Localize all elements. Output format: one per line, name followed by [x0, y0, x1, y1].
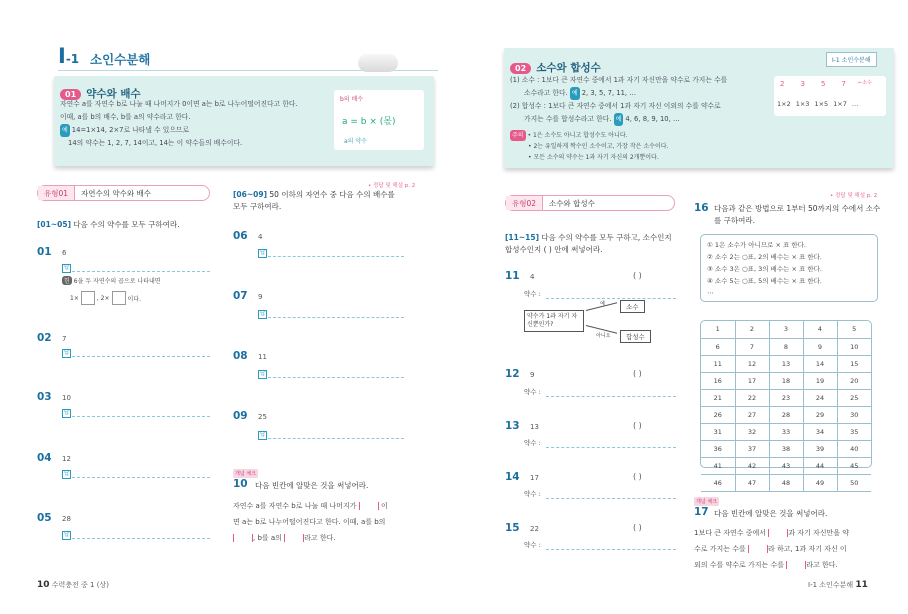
answer-mark: 답 — [64, 532, 70, 538]
concept-number: 02 — [510, 63, 531, 74]
chapter-number: Ⅰ-1 — [58, 44, 80, 68]
grid-cell[interactable]: 3 — [769, 321, 803, 338]
concept-box-primes — [504, 48, 894, 168]
answer-line[interactable] — [546, 289, 676, 299]
problem-value: 9 — [530, 371, 535, 379]
instruction-06-09: [06~09] 50 이하의 자연수 중 다음 수의 배수를 모두 구하여라. — [233, 190, 395, 211]
fill-blank[interactable] — [233, 534, 253, 542]
grid-row — [701, 457, 871, 474]
grid-cell[interactable]: 2 — [735, 321, 769, 338]
problem-number: 17 — [694, 506, 709, 518]
problem-value: 22 — [530, 525, 539, 533]
grid-cell[interactable]: 46 — [701, 474, 735, 491]
concept-line: 소수라고 한다. — [524, 89, 568, 97]
grid-row — [701, 474, 871, 491]
grid-cell[interactable]: 36 — [701, 440, 735, 457]
type-label: 소수와 합성수 — [549, 198, 595, 208]
chapter-decoration — [358, 54, 398, 72]
concept-line: (1) 소수 : 1보다 큰 자연수 중에서 1과 자기 자신만을 약수로 가지는 수를 — [510, 76, 728, 84]
problem-number: 02 — [37, 332, 52, 344]
problem-number: 04 — [37, 452, 52, 464]
grid-cell[interactable]: 44 — [803, 457, 837, 474]
grid-cell[interactable]: 30 — [837, 406, 871, 423]
concept-check-badge: 개념 체크 — [696, 499, 717, 505]
answer-paren[interactable]: ( ) — [633, 369, 642, 378]
problem-number: 07 — [233, 290, 248, 302]
problem-number: 16 — [694, 202, 709, 214]
problem-number: 11 — [505, 270, 520, 282]
problem-number: 03 — [37, 391, 52, 403]
answer-line[interactable] — [72, 407, 210, 417]
grid-cell[interactable]: 39 — [803, 440, 837, 457]
grid-row — [701, 423, 871, 440]
grid-cell[interactable]: 19 — [803, 372, 837, 389]
problem-value: 11 — [258, 353, 267, 361]
fill-in-text: 자연수 a를 자연수 b로 나눌 때 나머지가 이 면 a는 b로 나누어떨어진다고 한다. 이때, a를 b의 , b를 a의 라고 한다. — [233, 502, 388, 542]
sieve-instructions: ① 1은 소수가 아니므로 × 표 한다. ② 소수 2는 ○표, 2의 배수는 × 표 한다. ③ 소수 3은 ○표, 3의 배수는 × 표 한다. ④ 소수 5는 ○표, 5의 배수는 × 표 한다. ⋯ — [700, 234, 878, 302]
answer-reference: • 정답 및 해설 p. 2 — [368, 183, 416, 189]
divisor-label: 약수 : — [524, 388, 541, 396]
grid-cell[interactable]: 18 — [769, 372, 803, 389]
problem-value: 28 — [62, 515, 71, 523]
number-grid — [700, 320, 872, 487]
flow-prime: 소수 — [620, 300, 645, 313]
grid-cell[interactable]: 49 — [803, 474, 837, 491]
diagram-formula: a = b × (몫) — [342, 117, 396, 127]
problem-text: 다음과 같은 방법으로 1부터 50까지의 수에서 소수를 구하여라. — [714, 204, 881, 225]
grid-row — [701, 440, 871, 457]
grid-cell[interactable]: 23 — [769, 389, 803, 406]
answer-line[interactable] — [268, 308, 404, 318]
answer-reference: • 정답 및 해설 p. 2 — [830, 193, 878, 199]
example-tag: 예 — [570, 87, 580, 100]
answer-line[interactable] — [546, 540, 676, 550]
grid-cell[interactable]: 1 — [701, 321, 735, 338]
chapter-title: 소인수분해 — [90, 52, 151, 67]
grid-cell[interactable]: 22 — [735, 389, 769, 406]
problem-value: 12 — [62, 455, 71, 463]
hint-tag: 힌 — [64, 278, 70, 285]
page-footer-right: Ⅰ-1 소인수분해 11 — [808, 580, 868, 590]
problem-number: 12 — [505, 368, 520, 380]
grid-row — [701, 372, 871, 389]
type-header-01 — [37, 185, 210, 201]
fill-blank[interactable] — [768, 529, 788, 537]
problem-value: 7 — [62, 335, 67, 343]
note-tag: 주의 — [512, 132, 524, 139]
answer-paren[interactable]: ( ) — [633, 271, 642, 280]
type-label: 자연수의 약수와 배수 — [81, 188, 152, 198]
grid-cell[interactable]: 29 — [803, 406, 837, 423]
answer-mark: 답 — [64, 350, 70, 356]
grid-cell[interactable]: 10 — [837, 338, 871, 355]
grid-cell[interactable]: 40 — [837, 440, 871, 457]
type-tag: 유형01 — [38, 186, 75, 200]
problem-number: 01 — [37, 246, 52, 258]
concept-title: 소수와 합성수 — [536, 62, 601, 74]
answer-line[interactable] — [72, 347, 210, 357]
grid-cell[interactable]: 7 — [735, 338, 769, 355]
grid-cell[interactable]: 32 — [735, 423, 769, 440]
grid-cell[interactable]: 37 — [735, 440, 769, 457]
concept-box-divisors — [54, 76, 434, 166]
grid-cell[interactable]: 34 — [803, 423, 837, 440]
answer-line[interactable] — [268, 368, 404, 378]
divisor-label: 약수 : — [524, 541, 541, 549]
problem-number: 14 — [505, 471, 520, 483]
example-tag: 예 — [60, 124, 70, 137]
multiple-divisor-diagram — [334, 90, 424, 150]
concept-line: 가지는 수를 합성수라고 한다. — [524, 115, 612, 123]
grid-cell[interactable]: 25 — [837, 389, 871, 406]
hint-blank[interactable] — [81, 291, 95, 305]
grid-row — [701, 355, 871, 372]
grid-row — [701, 406, 871, 423]
hint-text: 6을 두 자연수의 곱으로 나타내면 — [73, 278, 161, 285]
grid-cell[interactable]: 38 — [769, 440, 803, 457]
answer-paren[interactable]: ( ) — [633, 421, 642, 430]
problem-text: 다음 빈칸에 알맞은 것을 써넣어라. — [714, 509, 828, 518]
grid-cell[interactable]: 11 — [701, 355, 735, 372]
grid-cell[interactable]: 47 — [735, 474, 769, 491]
page-footer-left: 10 수력충전 중 1 (상) — [37, 580, 109, 590]
answer-line[interactable] — [546, 387, 676, 397]
grid-cell[interactable]: 27 — [735, 406, 769, 423]
problem-number: 15 — [505, 522, 520, 534]
instruction-01-05: [01~05] 다음 수의 약수를 모두 구하여라. — [37, 220, 180, 229]
flow-no: 아니오 — [596, 333, 611, 339]
answer-mark: 답 — [64, 471, 70, 477]
note-box: 주의 • 1은 소수도 아니고 합성수도 아니다. • 2는 유일하게 짝수인 소수이고, 가장 작은 소수이다. • 모든 소수의 약수는 1과 자기 자신의 2개뿐이다. — [512, 132, 669, 161]
grid-cell[interactable]: 43 — [769, 457, 803, 474]
grid-cell[interactable]: 4 — [803, 321, 837, 338]
problem-value: 25 — [258, 413, 267, 421]
problem-value: 13 — [530, 423, 539, 431]
grid-cell[interactable]: 13 — [769, 355, 803, 372]
concept-line: 14=1×14, 2×7로 나타낼 수 있으므로 — [71, 126, 190, 134]
problem-value: 6 — [62, 249, 67, 257]
hint: 힌 6을 두 자연수의 곱으로 나타내면 1× , 2× 이다. — [62, 276, 161, 305]
answer-mark: 답 — [64, 410, 70, 416]
answer-mark: 답 — [260, 371, 266, 377]
type-header-02 — [505, 195, 675, 211]
fill-in-text: 1보다 큰 자연수 중에서 과 자기 자신만을 약 수로 가지는 수를 라 하고, 1과 자기 자신 이 외의 수를 약수로 가지는 수를 라고 한다. — [694, 529, 850, 569]
fill-blank[interactable] — [359, 502, 379, 510]
problem-value: 4 — [530, 273, 535, 281]
flowchart — [524, 300, 664, 346]
grid-cell[interactable]: 20 — [837, 372, 871, 389]
answer-mark: 답 — [64, 265, 70, 271]
concept-title: 약수와 배수 — [86, 88, 141, 100]
grid-cell[interactable]: 26 — [701, 406, 735, 423]
grid-cell[interactable]: 42 — [735, 457, 769, 474]
fill-blank[interactable] — [786, 561, 806, 569]
answer-line[interactable] — [268, 429, 404, 439]
grid-cell[interactable]: 31 — [701, 423, 735, 440]
diagram-label-bottom: a의 약수 — [344, 138, 367, 145]
concept-line: 14의 약수는 1, 2, 7, 14이고, 14는 이 약수들의 배수이다. — [68, 139, 243, 147]
answer-paren[interactable]: ( ) — [633, 472, 642, 481]
grid-cell[interactable]: 24 — [803, 389, 837, 406]
grid-cell[interactable]: 12 — [735, 355, 769, 372]
grid-row — [701, 321, 871, 338]
grid-cell[interactable]: 45 — [837, 457, 871, 474]
answer-line[interactable] — [546, 489, 676, 499]
flow-question: 약수가 1과 자기 자신뿐인가? — [524, 310, 584, 332]
left-page — [0, 0, 440, 614]
grid-cell[interactable]: 41 — [701, 457, 735, 474]
answer-line[interactable] — [268, 247, 404, 257]
problem-number: 09 — [233, 410, 248, 422]
grid-cell[interactable]: 14 — [803, 355, 837, 372]
answer-paren[interactable]: ( ) — [633, 523, 642, 532]
divisor-label: 약수 : — [524, 439, 541, 447]
example-tag: 예 — [614, 113, 624, 126]
right-page — [468, 0, 908, 614]
grid-cell[interactable]: 8 — [769, 338, 803, 355]
flow-composite: 합성수 — [620, 330, 651, 343]
example-text: 4, 6, 8, 9, 10, … — [625, 115, 680, 123]
example-text: 2, 3, 5, 7, 11, … — [581, 89, 637, 97]
concept-line: 자연수 a를 자연수 b로 나눌 때 나머지가 0이면 a는 b로 나누어떨어진다고 한다. — [60, 100, 298, 108]
concept-line: 이때, a를 b의 배수, b를 a의 약수라고 한다. — [60, 113, 191, 121]
prime-label: ←소수 — [858, 80, 872, 86]
type-tag: 유형02 — [506, 196, 543, 210]
grid-cell[interactable]: 15 — [837, 355, 871, 372]
grid-cell[interactable]: 16 — [701, 372, 735, 389]
grid-cell[interactable]: 21 — [701, 389, 735, 406]
grid-cell[interactable]: 48 — [769, 474, 803, 491]
answer-line[interactable] — [72, 468, 210, 478]
prime-diagram: 2 3 5 7 ←소수 1×2 1×3 1×5 1×7 … — [774, 76, 886, 116]
grid-cell[interactable]: 6 — [701, 338, 735, 355]
diagram-label-top: b의 배수 — [340, 96, 364, 103]
grid-row — [701, 338, 871, 355]
answer-mark: 답 — [260, 311, 266, 317]
flow-yes: 예 — [600, 301, 605, 307]
instruction-11-15: [11~15] 다음 수의 약수를 모두 구하고, 소수인지 합성수인지 ( ) 안에 써넣어라. — [505, 233, 672, 254]
grid-cell[interactable]: 28 — [769, 406, 803, 423]
hint-blank[interactable] — [112, 291, 126, 305]
problem-value: 9 — [258, 293, 263, 301]
answer-line[interactable] — [72, 529, 210, 539]
divisor-label: 약수 : — [524, 490, 541, 498]
answer-mark: 답 — [260, 250, 266, 256]
fill-blank[interactable] — [748, 545, 768, 553]
problem-value: 10 — [62, 394, 71, 402]
section-tab: Ⅰ-1 소인수분해 — [826, 52, 877, 67]
grid-cell[interactable]: 33 — [769, 423, 803, 440]
answer-line[interactable] — [546, 438, 676, 448]
divisor-label: 약수 : — [524, 290, 541, 298]
problem-value: 17 — [530, 474, 539, 482]
grid-cell[interactable]: 5 — [837, 321, 871, 338]
grid-cell[interactable]: 50 — [837, 474, 871, 491]
fill-blank[interactable] — [284, 534, 304, 542]
grid-cell[interactable]: 35 — [837, 423, 871, 440]
problem-value: 4 — [258, 233, 263, 241]
problem-number: 05 — [37, 512, 52, 524]
problem-number: 13 — [505, 420, 520, 432]
grid-row — [701, 389, 871, 406]
concept-number: 01 — [60, 89, 81, 100]
concept-line: (2) 합성수 : 1보다 큰 자연수 중에서 1과 자기 자신 이외의 수를 약수로 — [510, 102, 721, 110]
grid-cell[interactable]: 9 — [803, 338, 837, 355]
answer-line[interactable] — [72, 262, 210, 272]
grid-cell[interactable]: 17 — [735, 372, 769, 389]
problem-number: 10 — [233, 478, 248, 490]
answer-mark: 답 — [260, 432, 266, 438]
problem-number: 06 — [233, 230, 248, 242]
problem-text: 다음 빈칸에 알맞은 것을 써넣어라. — [255, 481, 369, 490]
concept-check-badge: 개념 체크 — [235, 471, 256, 477]
problem-number: 08 — [233, 350, 248, 362]
